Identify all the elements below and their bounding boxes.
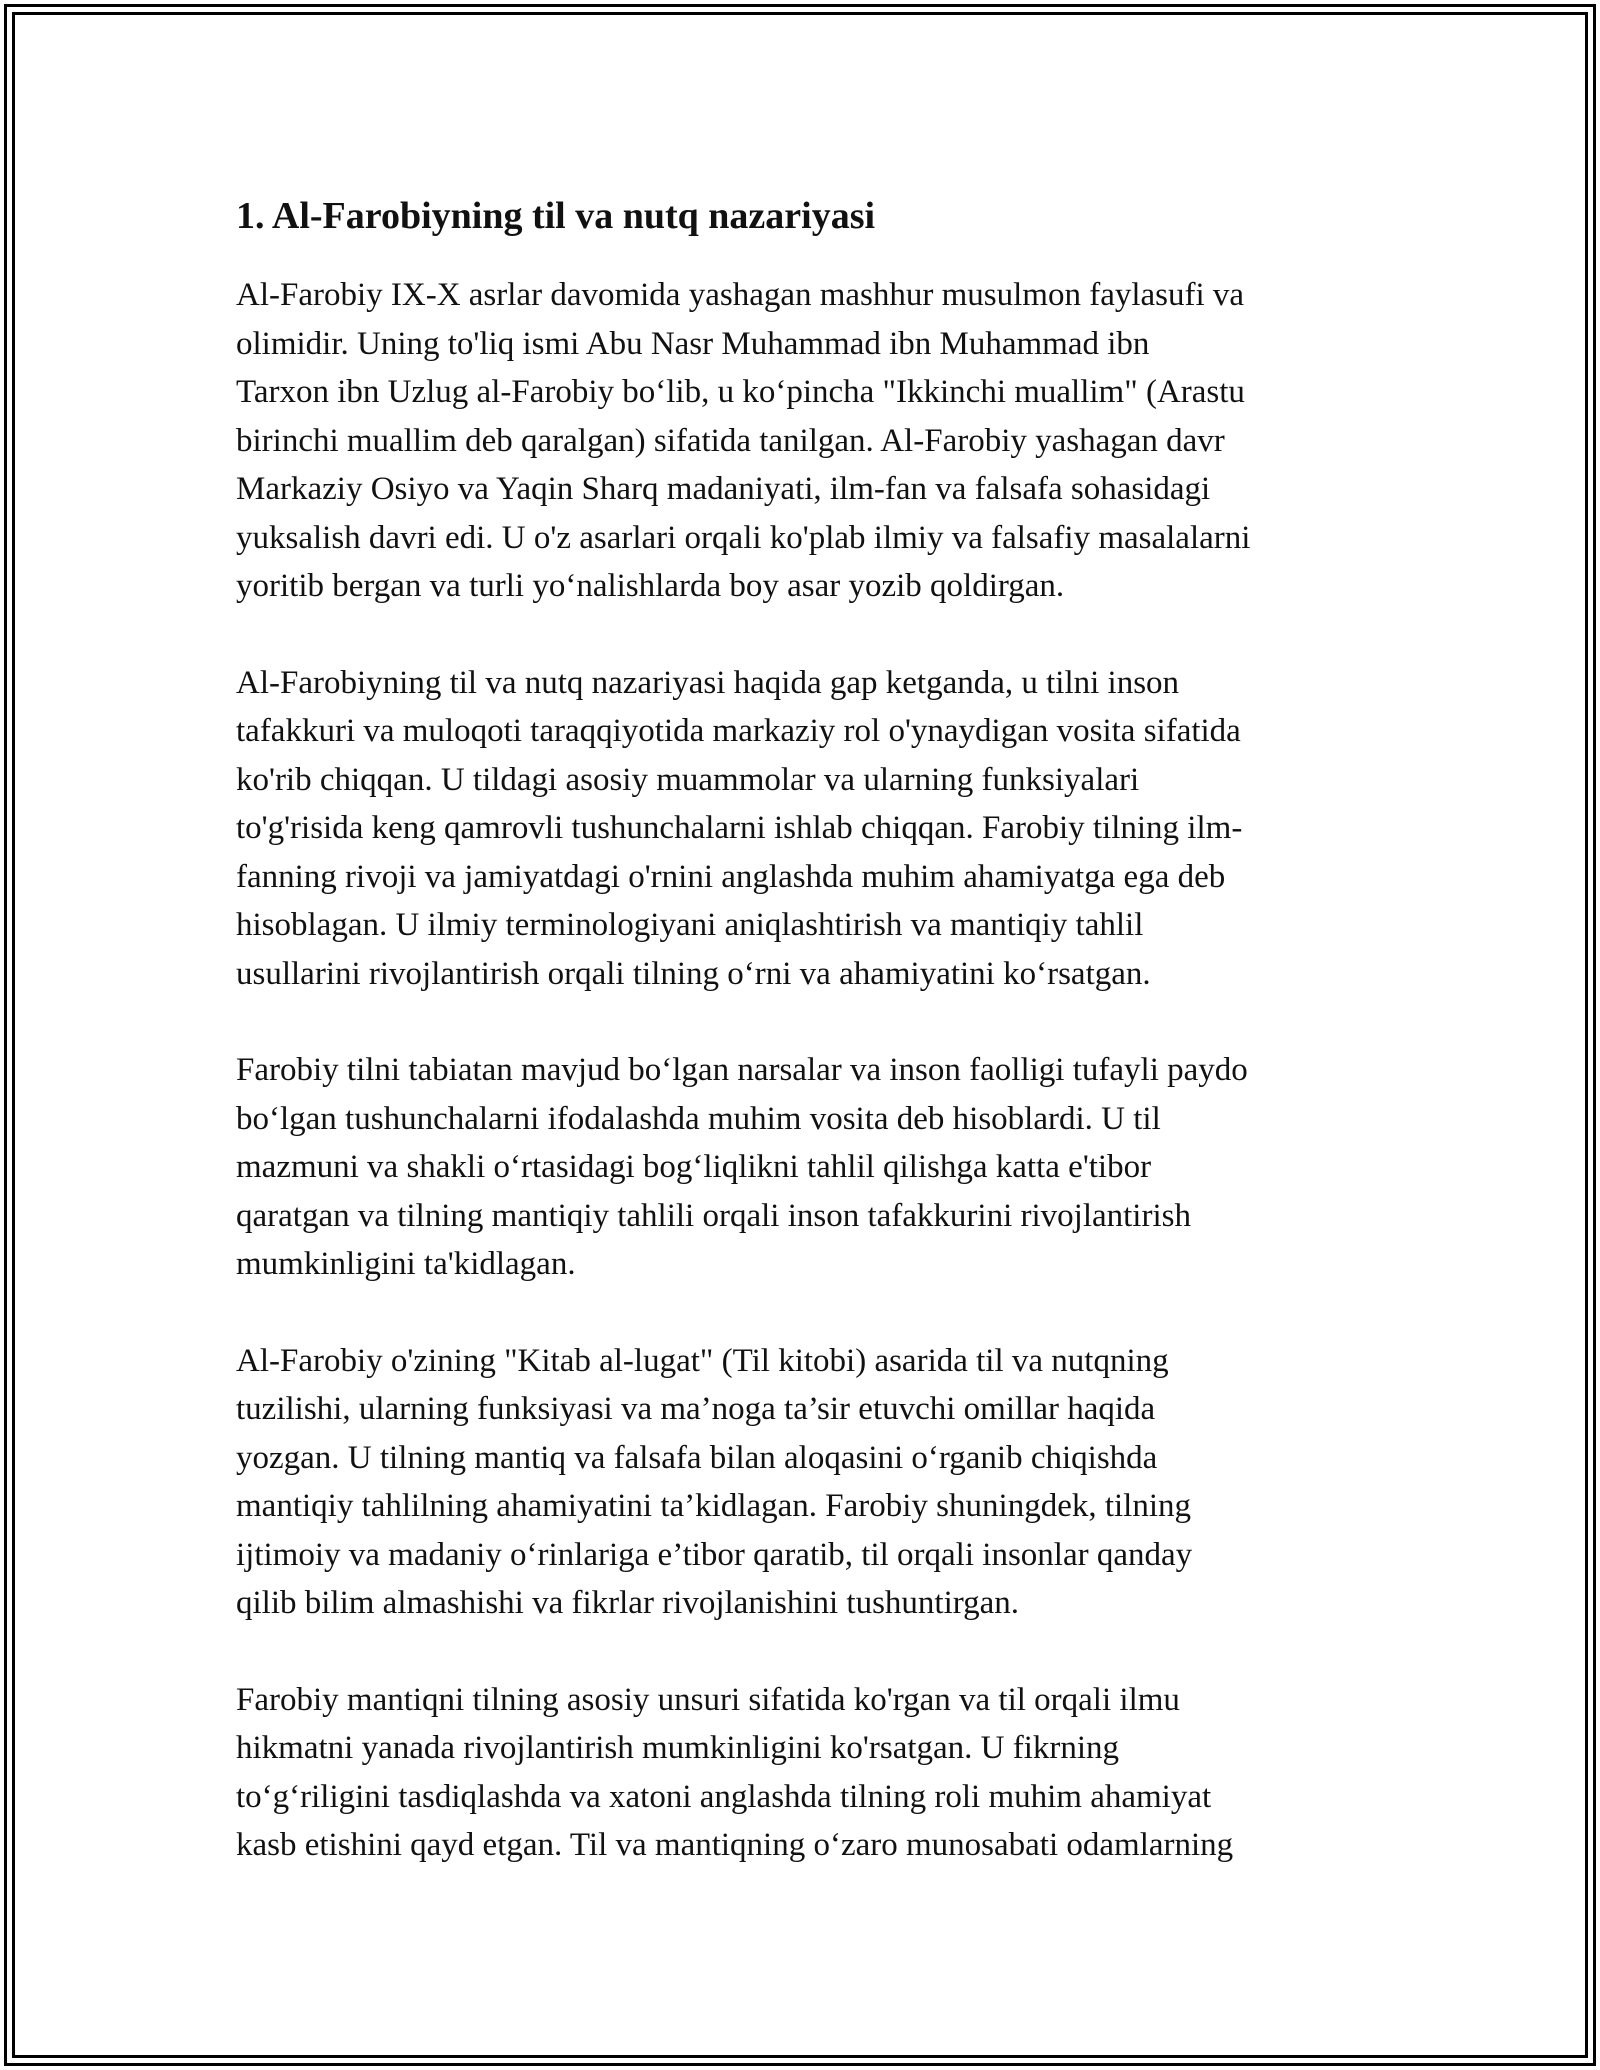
text-line: hisoblagan. U ilmiy terminologiyani aniqlashtirish va mantiqiy tahlil <box>236 907 1144 943</box>
text-line: mumkinligini ta'kidlagan. <box>236 1246 576 1282</box>
body-paragraph-4 <box>236 1337 1376 1628</box>
text-line: Al-Farobiy IX-X asrlar davomida yashagan mashhur musulmon faylasufi va <box>236 277 1245 313</box>
text-line: kasb etishini qayd etgan. Til va mantiqning o‘zaro munosabati odamlarning <box>236 1827 1234 1863</box>
text-line: mantiqiy tahlilning ahamiyatini ta’kidlagan. Farobiy shuningdek, tilning <box>236 1488 1192 1524</box>
text-line: to‘g‘riligini tasdiqlashda va xatoni anglashda tilning roli muhim ahamiyat <box>236 1778 1212 1815</box>
section-heading: 1. Al-Farobiyning til va nutq nazariyasi <box>236 195 876 237</box>
body-paragraph-3 <box>236 1046 1376 1289</box>
text-line: yoritib bergan va turli yo‘nalishlarda boy asar yozib qoldirgan. <box>236 568 1065 604</box>
text-line: tafakkuri va muloqoti taraqqiyotida markaziy rol o'ynaydigan vosita sifatida <box>236 713 1241 749</box>
text-line: Markaziy Osiyo va Yaqin Sharq madaniyati, ilm-fan va falsafa sohasidagi <box>236 471 1211 507</box>
text-line: Al-Farobiyning til va nutq nazariyasi haqida gap ketganda, u tilni inson <box>236 664 1180 701</box>
text-line: to'g'risida keng qamrovli tushunchalarni ishlab chiqqan. Farobiy tilning ilm- <box>236 810 1243 846</box>
text-line: hikmatni yanada rivojlantirish mumkinligini ko'rsatgan. U fikrning <box>236 1730 1120 1766</box>
text-line: mazmuni va shakli o‘rtasidagi bog‘liqlikni tahlil qilishga katta e'tibor <box>236 1149 1152 1185</box>
text-line: ko'rib chiqqan. U tildagi asosiy muammolar va ularning funksiyalari <box>236 761 1140 798</box>
document-body <box>236 186 1376 1918</box>
text-line: Farobiy tilni tabiatan mavjud bo‘lgan narsalar va inson faolligi tufayli paydo <box>236 1052 1248 1088</box>
text-line: qaratgan va tilning mantiqiy tahlili orqali inson tafakkurini rivojlantirish <box>236 1197 1191 1234</box>
text-line: fanning rivoji va jamiyatdagi o'rnini anglashda muhim ahamiyatga ega deb <box>236 858 1226 895</box>
text-line: bo‘lgan tushunchalarni ifodalashda muhim vosita deb hisoblardi. U til <box>236 1100 1161 1137</box>
text-line: usullarini rivojlantirish orqali tilning o‘rni va ahamiyatini ko‘rsatgan. <box>236 955 1151 992</box>
text-line: Farobiy mantiqni tilning asosiy unsuri sifatida ko'rgan va til orqali ilmu <box>236 1681 1180 1718</box>
text-line: qilib bilim almashishi va fikrlar rivojlanishini tushuntirgan. <box>236 1585 1020 1621</box>
text-line: Tarxon ibn Uzlug al-Farobiy bo‘lib, u ko‘pincha "Ikkinchi muallim" (Arastu <box>236 374 1245 410</box>
text-line: Al-Farobiy o'zining "Kitab al-lugat" (Til kitobi) asarida til va nutqning <box>236 1342 1169 1379</box>
text-line: tuzilishi, ularning funksiyasi va ma’noga ta’sir etuvchi omillar haqida <box>236 1391 1156 1427</box>
body-paragraph-1 <box>236 271 1376 611</box>
text-line: ijtimoiy va madaniy o‘rinlariga e’tibor qaratib, til orqali insonlar qanday <box>236 1536 1193 1573</box>
body-paragraph-2 <box>236 659 1376 999</box>
text-line: yuksalish davri edi. U o'z asarlari orqali ko'plab ilmiy va falsafiy masalalarni <box>236 519 1251 556</box>
text-line: yozgan. U tilning mantiq va falsafa bilan aloqasini o‘rganib chiqishda <box>236 1439 1158 1476</box>
paragraphs-container <box>236 271 1376 1870</box>
body-paragraph-5 <box>236 1676 1376 1870</box>
text-line: olimidir. Uning to'liq ismi Abu Nasr Muhammad ibn Muhammad ibn <box>236 325 1150 362</box>
text-line: birinchi muallim deb qaralgan) sifatida tanilgan. Al-Farobiy yashagan davr <box>236 422 1225 459</box>
